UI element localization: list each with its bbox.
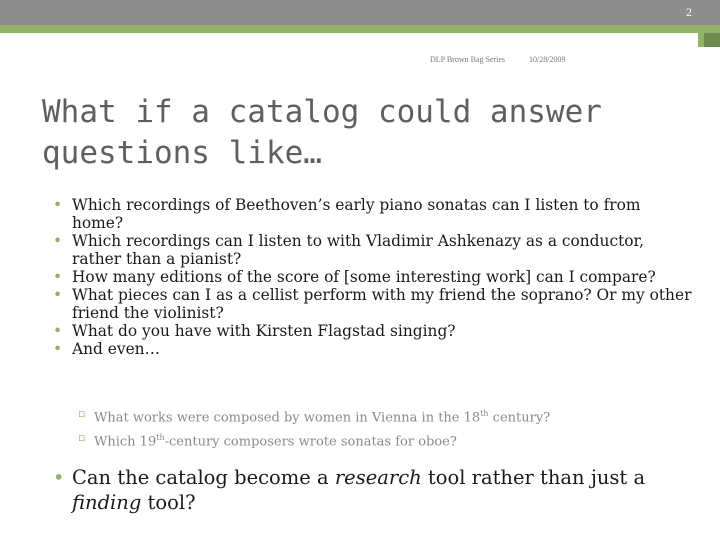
- final-bullet-text: tool rather than just a: [421, 466, 646, 489]
- final-bullet-text: tool?: [141, 491, 196, 514]
- slide-title: What if a catalog could answer questions like…: [42, 94, 602, 171]
- bullet-item: • What pieces can I as a cellist perform with my friend the soprano? Or my other friend the violinist?: [52, 286, 692, 322]
- bullet-item: • And even…: [52, 340, 692, 358]
- bullet-list: [52, 196, 692, 358]
- bullet-item: • Which recordings can I listen to with Vladimir Ashkenazy as a conductor, rather than a pianist?: [52, 232, 692, 268]
- ordinal-suffix: th: [480, 409, 489, 418]
- sub-bullet-item: [78, 428, 678, 452]
- accent-bar: [0, 25, 720, 33]
- final-bullet-text: Can the catalog become a: [72, 466, 335, 489]
- sub-bullet-text: century?: [488, 410, 551, 426]
- sub-bullet-text: What works were composed by women in Vienna in the 18: [94, 410, 481, 426]
- footer-date: 10/28/2009: [529, 55, 566, 64]
- emphasis-research: research: [334, 466, 422, 489]
- final-bullet-list: [52, 465, 702, 515]
- footer-series: DLP Brown Bag Series: [430, 55, 506, 64]
- ordinal-suffix: th: [156, 433, 165, 443]
- bullet-item: • What do you have with Kirsten Flagstad singing?: [52, 322, 692, 340]
- page-number: 2: [686, 5, 692, 19]
- final-bullet: [52, 465, 702, 515]
- sub-bullet-list: [78, 404, 678, 453]
- sub-bullet-text: Which 19: [94, 434, 157, 450]
- sub-bullet-item: [78, 404, 678, 428]
- emphasis-finding: finding: [72, 491, 142, 514]
- sub-bullet-text: -century composers wrote sonatas for oboe?: [164, 434, 457, 450]
- corner-accent-shade: [704, 33, 720, 47]
- bullet-item: • How many editions of the score of [some interesting work] can I compare?: [52, 268, 692, 286]
- slide-footer: [430, 55, 587, 64]
- bullet-item: • Which recordings of Beethoven’s early piano sonatas can I listen to from home?: [52, 196, 692, 232]
- top-bar: [0, 0, 720, 25]
